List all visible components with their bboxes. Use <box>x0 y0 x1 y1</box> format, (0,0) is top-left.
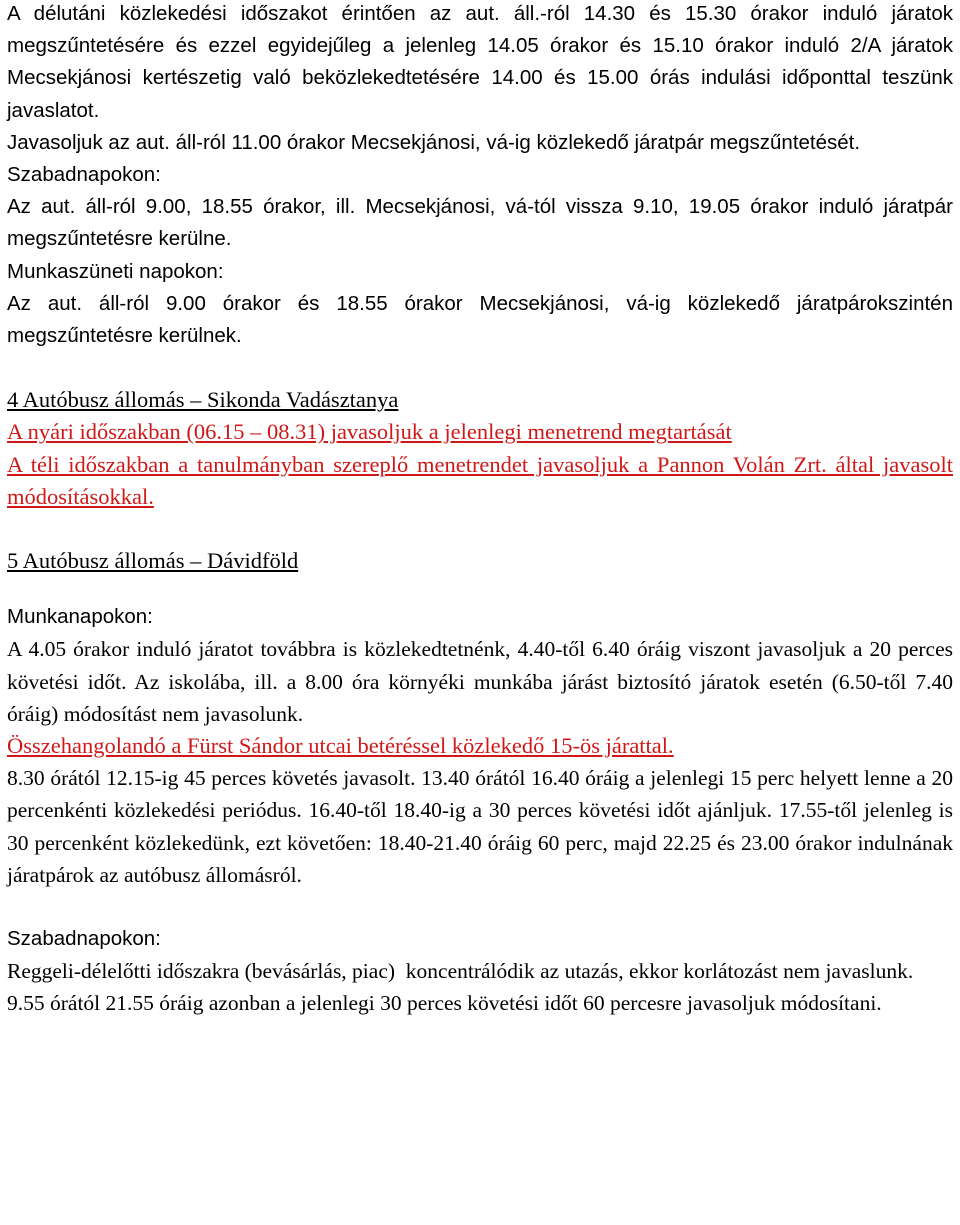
paragraph-szabadnapokon-2: Reggeli-délelőtti időszakra (bevásárlás, piac) koncentrálódik az utazás, ekkor korlátozást nem javaslunk. <box>7 959 914 984</box>
label-munkaszuneti-napokon: Munkaszüneti napokon: <box>7 259 224 283</box>
spacer <box>7 891 953 923</box>
red-text-winter-period: A téli időszakban a tanulmányban szereplő menetrendet javasoljuk a Pannon Volán Zrt. által javasolt módosításokkal. <box>7 451 953 509</box>
heading-section-5: 5 Autóbusz állomás – Dávidföld <box>7 548 299 574</box>
paragraph-intro-afternoon: A délutáni közlekedési időszakot érintően az aut. áll.-ról 14.30 és 15.30 órakor induló járatok megszűntetésére és ezzel egyidejűleg a jelenleg 14.05 órakor és 15.10 órakor induló 2/A járatok Mecsekjánosi kertészetig való beközlekedtetésére 14.00 és 15.00 órás indulási időponttal teszünk javaslatot. <box>7 2 953 122</box>
red-text-coordinate-15: Összehangolandó a Fürst Sándor utcai betéréssel közlekedő 15-ös járattal. <box>7 733 674 759</box>
spacer <box>7 577 953 601</box>
label-szabadnapokon-2: Szabadnapokon: <box>7 927 161 951</box>
paragraph-munkanapokon-1: A 4.05 órakor induló járatot továbbra is közlekedtetnénk, 4.40-től 6.40 óráig viszont javasoljuk a 20 perces követési időt. Az iskolába, ill. a 8.00 óra környéki munkába járást biztosító járatok esetén (6.50-től 7.40 óráig) módosítást nem javasolunk. <box>7 637 953 726</box>
heading-section-4: 4 Autóbusz állomás – Sikonda Vadásztanya <box>7 387 399 413</box>
red-text-summer-period: A nyári időszakban (06.15 – 08.31) javasoljuk a jelenlegi menetrend megtartását <box>7 419 732 445</box>
spacer <box>7 513 953 545</box>
label-munkanapokon: Munkanapokon: <box>7 605 153 629</box>
label-szabadnapokon-1: Szabadnapokon: <box>7 163 161 187</box>
paragraph-szabadnapokon-3: 9.55 órától 21.55 óráig azonban a jelenlegi 30 perces követési időt 60 percesre javasoljuk módosítani. <box>7 991 882 1016</box>
paragraph-munkanapokon-2: 8.30 órától 12.15-ig 45 perces követés javasolt. 13.40 órától 16.40 óráig a jelenlegi 15 perc helyett lenne a 20 percenkénti közlekedési periódus. 16.40-től 18.40-ig a 30 perces követési időt ajánljuk. 17.55-től jelenleg is 30 percenként közlekedünk, ezt követően: 18.40-21.40 óráig 60 perc, majd 22.25 és 23.00 órakor indulnának járatpárok az autóbusz állomásról. <box>7 766 953 887</box>
paragraph-szabadnapokon-1: Az aut. áll-ról 9.00, 18.55 órakor, ill. Mecsekjánosi, vá-tól vissza 9.10, 19.05 órakor induló járatpár megszűntetésre kerülne. <box>7 195 953 251</box>
spacer <box>7 352 953 384</box>
paragraph-intro-1100: Javasoljuk az aut. áll-ról 11.00 órakor Mecsekjánosi, vá-ig közlekedő járatpár megszűntetését. <box>7 130 861 154</box>
paragraph-munkaszuneti-napokon: Az aut. áll-ról 9.00 órakor és 18.55 órakor Mecsekjánosi, vá-ig közlekedő járatpárokszintén megszűntetésre kerülnek. <box>7 291 953 348</box>
